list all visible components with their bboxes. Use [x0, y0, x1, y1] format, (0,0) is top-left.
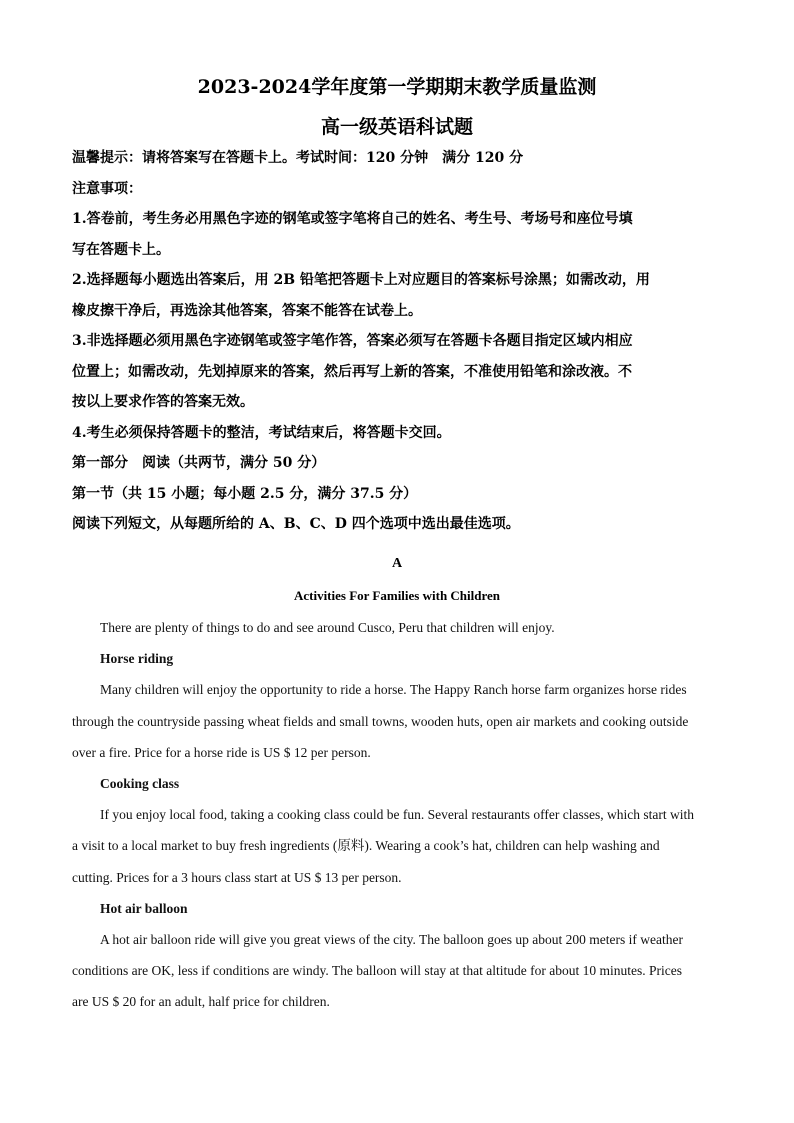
section-heading-horse-riding: Horse riding [100, 651, 174, 667]
cooking-class-line-1: If you enjoy local food, taking a cooking class could be fun. Several restaurants offer classes, which start with [100, 807, 694, 823]
passage-body [72, 612, 722, 1018]
note-3-line-2: 位置上；如需改动，先划掉原来的答案，然后再写上新的答案，不准使用铅笔和涂改液。不 [72, 363, 632, 380]
horse-riding-line-2: through the countryside passing wheat fields and small towns, wooden huts, open air markets and cooking outside [72, 713, 689, 729]
hot-air-balloon-line-3: are US $ 20 for an adult, half price for children. [72, 994, 330, 1010]
hot-air-balloon-line-2: conditions are OK, less if conditions are windy. The balloon will stay at that altitude for about 10 minutes. Prices [72, 963, 683, 979]
notes-heading: 注意事项： [72, 180, 142, 197]
part-1-title: 第一部分 阅读（共两节，满分 50 分） [72, 455, 326, 471]
note-4: 4.考生必须保持答题卡的整洁，考试结束后，将答题卡交回。 [72, 424, 451, 441]
note-3-line-3: 按以上要求作答的答案无效。 [72, 394, 254, 410]
horse-riding-line-3: over a fire. Price for a horse ride is US $ 12 per person. [72, 744, 371, 760]
passage-letter: A [391, 556, 403, 571]
exam-subtitle: 高一级英语科试题 [320, 116, 473, 138]
note-2-line-2: 橡皮擦干净后，再选涂其他答案，答案不能答在试卷上。 [72, 302, 422, 319]
section-heading-cooking-class: Cooking class [100, 776, 180, 792]
cooking-class-line-3: cutting. Prices for a 3 hours class start at US $ 13 per person. [72, 869, 402, 885]
passage-title: Activities For Families with Children [293, 588, 501, 603]
horse-riding-line-1: Many children will enjoy the opportunity to ride a horse. The Happy Ranch horse farm organizes horse rides [100, 682, 687, 698]
exam-title: 2023-2024学年度第一学期期末教学质量监测 [197, 76, 597, 98]
note-3-line-1: 3.非选择题必须用黑色字迹钢笔或签字笔作答，答案必须写在答题卡各题目指定区域内相应 [72, 333, 633, 349]
note-1-line-2: 写在答题卡上。 [72, 241, 170, 258]
note-1-line-1: 1.答卷前，考生务必用黑色字迹的钢笔或签字笔将自己的姓名、考生号、考场号和座位号填 [72, 211, 633, 227]
passage-intro: There are plenty of things to do and see around Cusco, Peru that children will enjoy. [100, 620, 555, 635]
section-heading-hot-air-balloon: Hot air balloon [100, 900, 188, 916]
note-2-line-1: 2.选择题每小题选出答案后，用 2B 铅笔把答题卡上对应题目的答案标号涂黑；如需改动，用 [72, 272, 650, 288]
cooking-class-line-2: a visit to a local market to buy fresh ingredients (原料). Wearing a cook’s hat, children can help washing and [72, 838, 660, 854]
section-1-title: 第一节（共 15 小题；每小题 2.5 分，满分 37.5 分） [72, 485, 418, 502]
tip-line: 温馨提示：请将答案写在答题卡上。考试时间：120 分钟 满分 120 分 [72, 150, 524, 166]
section-instruction: 阅读下列短文，从每题所给的 A、B、C、D 四个选项中选出最佳选项。 [72, 516, 520, 532]
notes-block [72, 143, 732, 540]
hot-air-balloon-line-1: A hot air balloon ride will give you great views of the city. The balloon goes up about 200 meters if weather [100, 932, 683, 948]
